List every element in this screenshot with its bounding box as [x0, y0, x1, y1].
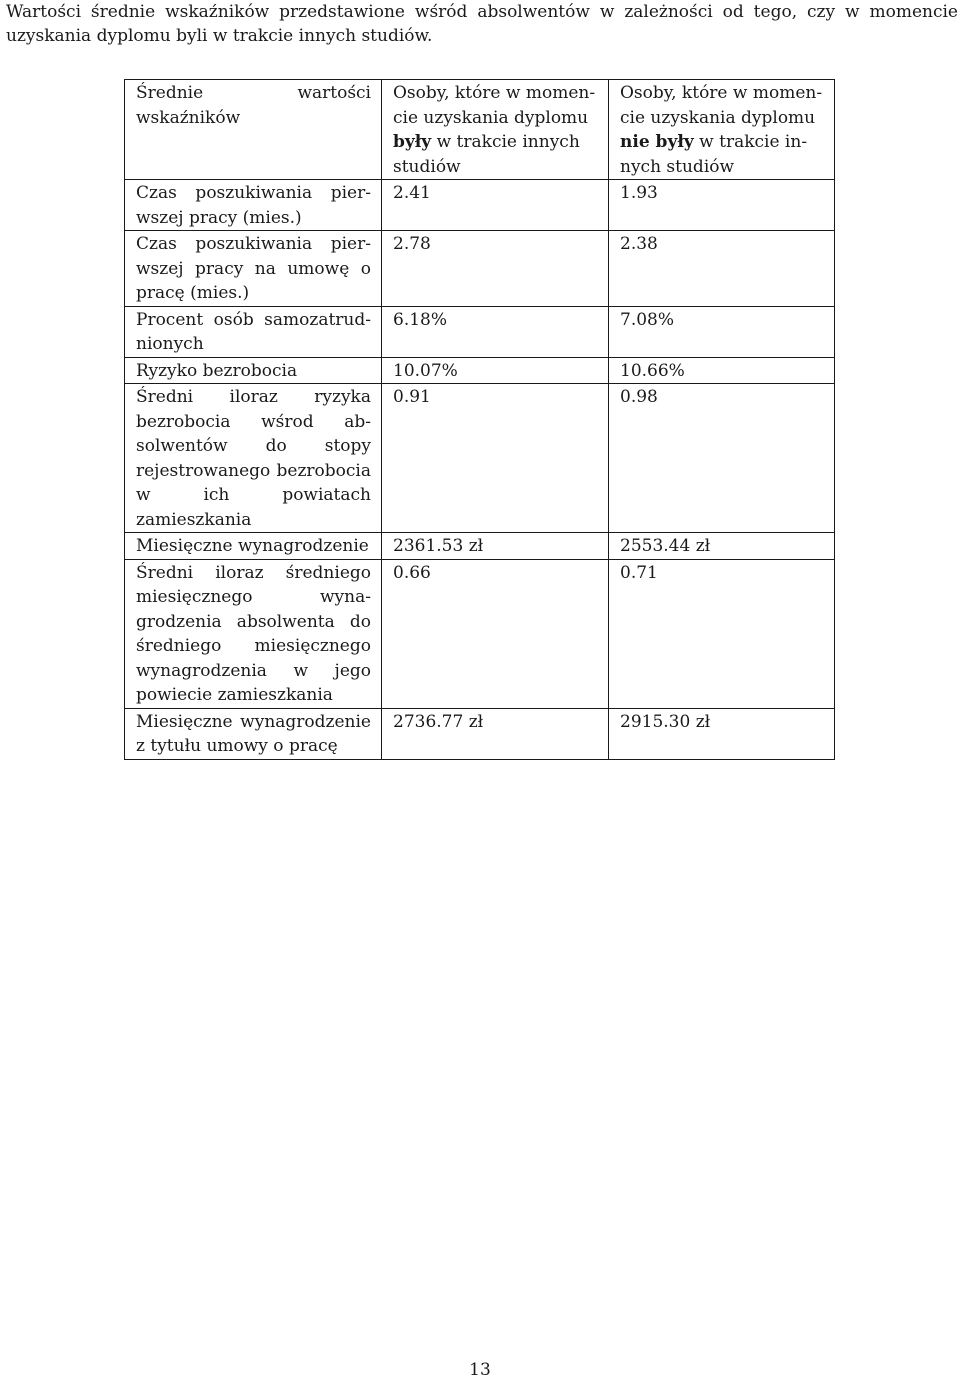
header-text: Osoby, które w momencie uzyskania dyplomu	[620, 83, 823, 128]
row-label: Ryzyko bezrobocia	[125, 357, 382, 384]
table-row	[125, 357, 835, 384]
row-label: Procent osób samozatrudnionych	[125, 306, 382, 357]
value-were-studying: 0.91	[382, 384, 609, 533]
table-row	[125, 306, 835, 357]
table-row	[125, 180, 835, 231]
table-row	[125, 384, 835, 533]
table-row	[125, 533, 835, 560]
header-emphasis: nie były	[620, 132, 694, 152]
value-were-studying: 2361.53 zł	[382, 533, 609, 560]
value-were-not-studying: 7.08%	[609, 306, 835, 357]
value-were-studying: 6.18%	[382, 306, 609, 357]
header-text: Osoby, które w momencie uzyskania dyplomu	[393, 83, 596, 128]
row-label: Średni iloraz ryzyka bezrobocia wśrod absolwentów do stopy rejestrowanego bezrobocia w ich powiatach zamieszkania	[125, 384, 382, 533]
header-word-wartosci: wartości	[297, 83, 371, 103]
table-row	[125, 231, 835, 307]
table-row	[125, 559, 835, 708]
header-cell-were-studying	[382, 80, 609, 180]
row-label: Czas poszukiwania pierwszej pracy na umowę o pracę (mies.)	[125, 231, 382, 307]
value-were-not-studying: 0.98	[609, 384, 835, 533]
header-cell-were-not-studying	[609, 80, 835, 180]
value-were-not-studying: 1.93	[609, 180, 835, 231]
value-were-studying: 2.78	[382, 231, 609, 307]
table-header-row	[125, 80, 835, 180]
row-label: Czas poszukiwania pierwszej pracy (mies.)	[125, 180, 382, 231]
row-label: Miesięczne wynagrodzenie	[125, 533, 382, 560]
table-row	[125, 708, 835, 759]
value-were-studying: 0.66	[382, 559, 609, 708]
header-cell-indicators	[125, 80, 382, 180]
header-emphasis: były	[393, 132, 432, 152]
value-were-studying: 2736.77 zł	[382, 708, 609, 759]
row-label: Miesięczne wynagrodzenie z tytułu umowy o pracę	[125, 708, 382, 759]
results-table	[124, 79, 835, 760]
value-were-studying: 2.41	[382, 180, 609, 231]
row-label: Średni iloraz średniego miesięcznego wynagrodzenia absolwenta do średniego miesięcznego wynagrodzenia w jego powiecie zamieszkania	[125, 559, 382, 708]
intro-paragraph: Wartości średnie wskaźników przedstawione wśród absolwentów w zależności od tego, czy w momencie uzyskania dyplomu byli w trakcie innych studiów.	[6, 2, 958, 46]
header-word-wskaznikow: wskaźników	[136, 107, 241, 128]
header-text: w trakcie innych studiów	[393, 132, 580, 177]
header-word-srednie: Średnie	[136, 83, 204, 103]
value-were-not-studying: 2.38	[609, 231, 835, 307]
value-were-not-studying: 10.66%	[609, 357, 835, 384]
value-were-not-studying: 0.71	[609, 559, 835, 708]
value-were-not-studying: 2553.44 zł	[609, 533, 835, 560]
page-number: 13	[469, 1360, 491, 1380]
header-text: w trakcie innych studiów	[620, 132, 808, 177]
value-were-studying: 10.07%	[382, 357, 609, 384]
value-were-not-studying: 2915.30 zł	[609, 708, 835, 759]
